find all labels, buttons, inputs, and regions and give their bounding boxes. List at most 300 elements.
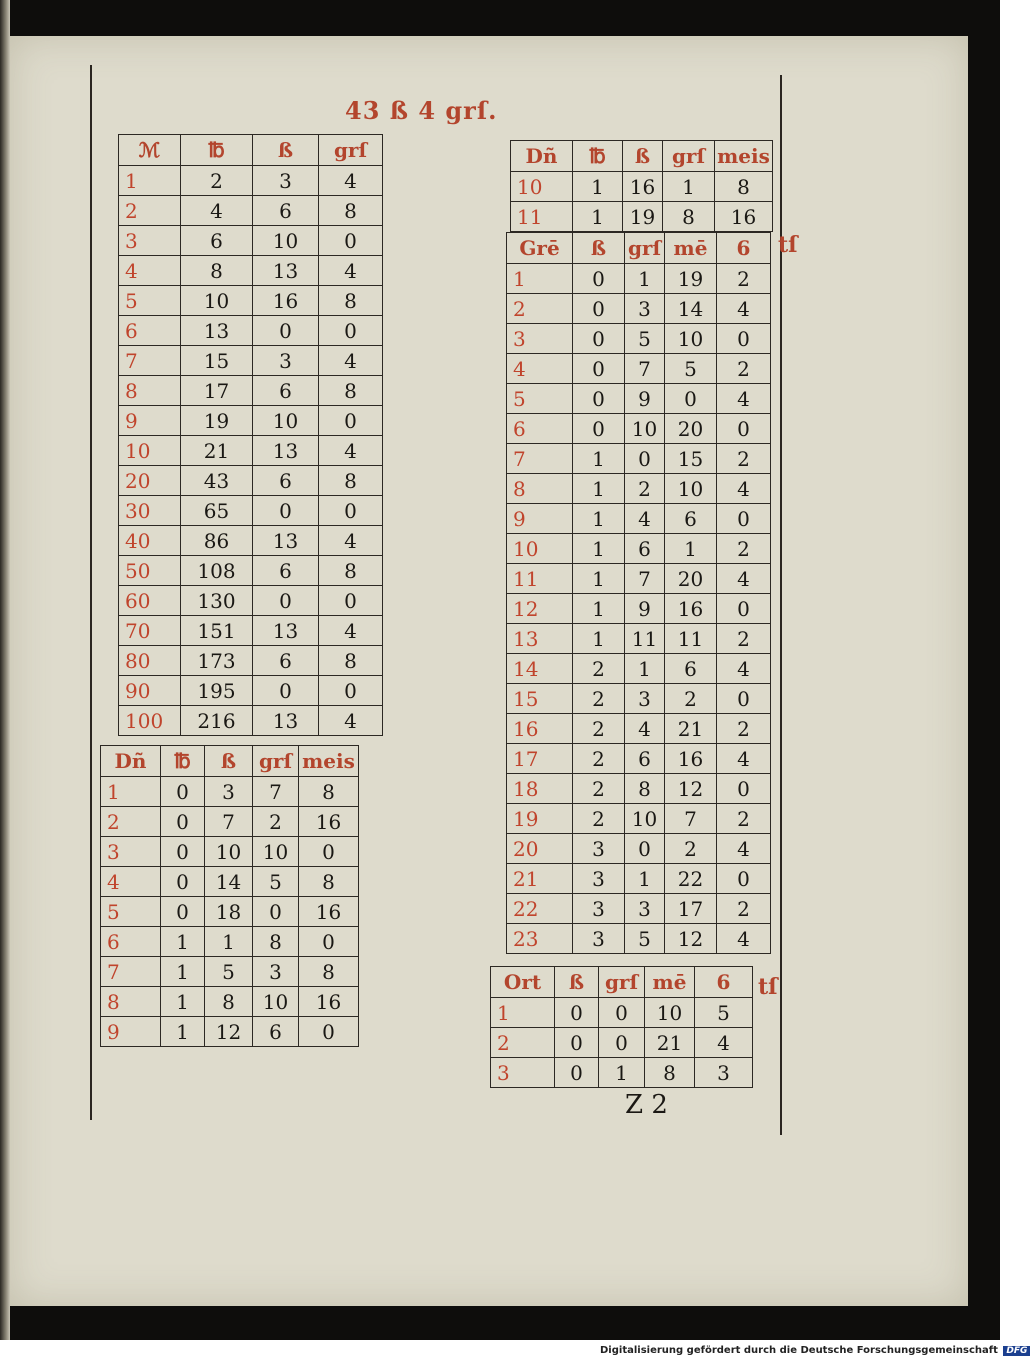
value-cell: 0 [573, 354, 625, 384]
value-cell: 3 [625, 294, 665, 324]
row-label-cell: 3 [119, 226, 181, 256]
value-cell: 1 [573, 504, 625, 534]
value-cell: 12 [665, 774, 717, 804]
row-label-cell: 5 [119, 286, 181, 316]
value-cell: 4 [717, 744, 771, 774]
value-cell: 195 [181, 676, 253, 706]
value-cell: 1 [573, 534, 625, 564]
value-cell: 1 [573, 172, 623, 202]
table-row [507, 924, 771, 954]
table-row [507, 894, 771, 924]
value-cell: 0 [253, 316, 319, 346]
row-label-cell: 2 [101, 807, 161, 837]
value-cell: 0 [161, 897, 205, 927]
value-cell: 4 [717, 924, 771, 954]
table-row [119, 346, 383, 376]
value-cell: 6 [253, 196, 319, 226]
table-row [119, 436, 383, 466]
row-label-cell: 9 [101, 1017, 161, 1047]
value-cell: 173 [181, 646, 253, 676]
value-cell: 4 [181, 196, 253, 226]
row-label-cell: 19 [507, 804, 573, 834]
value-cell: 1 [573, 444, 625, 474]
row-label-cell: 60 [119, 586, 181, 616]
value-cell: 12 [665, 924, 717, 954]
table-row [511, 202, 773, 232]
row-label-cell: 4 [101, 867, 161, 897]
value-cell: 8 [319, 646, 383, 676]
value-cell: 5 [205, 957, 253, 987]
header-cell: grſ [625, 233, 665, 264]
table-row [511, 172, 773, 202]
table-row [101, 987, 359, 1017]
value-cell: 15 [665, 444, 717, 474]
value-cell: 1 [161, 957, 205, 987]
value-cell: 0 [717, 684, 771, 714]
table-row [101, 1017, 359, 1047]
table-header-row [491, 967, 753, 998]
value-cell: 0 [625, 834, 665, 864]
row-label-cell: 2 [119, 196, 181, 226]
row-label-cell: 7 [507, 444, 573, 474]
header-cell: ß [555, 967, 599, 998]
value-cell: 3 [573, 894, 625, 924]
header-cell: ℔ [181, 135, 253, 166]
table-row [119, 676, 383, 706]
value-cell: 0 [319, 496, 383, 526]
footer-credit [600, 1345, 1028, 1363]
value-cell: 13 [253, 526, 319, 556]
table-row [101, 867, 359, 897]
value-cell: 4 [695, 1028, 753, 1058]
value-cell: 7 [625, 564, 665, 594]
value-cell: 7 [665, 804, 717, 834]
header-cell: Grē [507, 233, 573, 264]
value-cell: 2 [573, 714, 625, 744]
value-cell: 0 [319, 316, 383, 346]
value-cell: 151 [181, 616, 253, 646]
value-cell: 2 [573, 654, 625, 684]
value-cell: 11 [625, 624, 665, 654]
value-cell: 6 [253, 1017, 299, 1047]
value-cell: 6 [625, 744, 665, 774]
table-row [491, 1058, 753, 1088]
header-cell: ℔ [573, 141, 623, 172]
value-cell: 4 [717, 654, 771, 684]
table-header-row [101, 746, 359, 777]
value-cell: 0 [319, 586, 383, 616]
value-cell: 0 [299, 1017, 359, 1047]
table-row [507, 384, 771, 414]
row-label-cell: 11 [507, 564, 573, 594]
value-cell: 3 [573, 834, 625, 864]
value-cell: 4 [319, 166, 383, 196]
row-label-cell: 8 [507, 474, 573, 504]
value-cell: 2 [717, 354, 771, 384]
value-cell: 3 [573, 924, 625, 954]
value-cell: 7 [205, 807, 253, 837]
row-label-cell: 1 [101, 777, 161, 807]
header-cell: ß [623, 141, 663, 172]
value-cell: 4 [717, 834, 771, 864]
value-cell: 10 [625, 414, 665, 444]
value-cell: 2 [717, 624, 771, 654]
table-row [119, 316, 383, 346]
table-row [101, 897, 359, 927]
header-cell: ℔ [161, 746, 205, 777]
value-cell: 65 [181, 496, 253, 526]
row-label-cell: 30 [119, 496, 181, 526]
value-cell: 2 [573, 744, 625, 774]
value-cell: 4 [319, 706, 383, 736]
value-cell: 3 [573, 864, 625, 894]
row-label-cell: 13 [507, 624, 573, 654]
value-cell: 10 [253, 406, 319, 436]
table-header-row [511, 141, 773, 172]
table-row [507, 354, 771, 384]
book-spine [0, 0, 10, 1340]
table-row [101, 807, 359, 837]
value-cell: 2 [573, 804, 625, 834]
value-cell: 16 [715, 202, 773, 232]
row-label-cell: 20 [119, 466, 181, 496]
table-row [507, 414, 771, 444]
table-row [119, 646, 383, 676]
table-row [101, 927, 359, 957]
row-label-cell: 18 [507, 774, 573, 804]
value-cell: 5 [253, 867, 299, 897]
header-cell: mē [665, 233, 717, 264]
value-cell: 4 [319, 526, 383, 556]
table-row [507, 864, 771, 894]
value-cell: 8 [181, 256, 253, 286]
row-label-cell: 3 [491, 1058, 555, 1088]
row-label-cell: 2 [491, 1028, 555, 1058]
value-cell: 0 [625, 444, 665, 474]
row-label-cell: 12 [507, 594, 573, 624]
value-cell: 0 [299, 927, 359, 957]
value-cell: 10 [253, 837, 299, 867]
value-cell: 9 [625, 594, 665, 624]
left-top-table [118, 134, 383, 736]
value-cell: 4 [717, 564, 771, 594]
value-cell: 1 [573, 474, 625, 504]
value-cell: 20 [665, 414, 717, 444]
value-cell: 17 [665, 894, 717, 924]
row-label-cell: 6 [119, 316, 181, 346]
row-label-cell: 11 [511, 202, 573, 232]
value-cell: 16 [299, 987, 359, 1017]
value-cell: 0 [161, 807, 205, 837]
value-cell: 6 [181, 226, 253, 256]
value-cell: 4 [319, 346, 383, 376]
value-cell: 1 [205, 927, 253, 957]
value-cell: 0 [717, 594, 771, 624]
value-cell: 0 [253, 586, 319, 616]
value-cell: 1 [625, 654, 665, 684]
value-cell: 19 [665, 264, 717, 294]
value-cell: 1 [573, 594, 625, 624]
value-cell: 3 [205, 777, 253, 807]
value-cell: 0 [717, 774, 771, 804]
value-cell: 2 [717, 894, 771, 924]
value-cell: 7 [625, 354, 665, 384]
table-row [119, 286, 383, 316]
row-label-cell: 100 [119, 706, 181, 736]
row-label-cell: 22 [507, 894, 573, 924]
header-cell: meis [299, 746, 359, 777]
value-cell: 1 [573, 202, 623, 232]
value-cell: 0 [599, 998, 645, 1028]
row-label-cell: 8 [101, 987, 161, 1017]
header-cell: Dñ [511, 141, 573, 172]
value-cell: 16 [665, 594, 717, 624]
value-cell: 0 [253, 676, 319, 706]
value-cell: 13 [181, 316, 253, 346]
value-cell: 1 [625, 264, 665, 294]
header-cell: meis [715, 141, 773, 172]
signature-mark: Z 2 [625, 1090, 668, 1120]
value-cell: 16 [665, 744, 717, 774]
table-row [119, 586, 383, 616]
value-cell: 0 [717, 504, 771, 534]
table-row [507, 684, 771, 714]
value-cell: 8 [319, 286, 383, 316]
dfg-logo: DFG [1003, 1346, 1030, 1356]
value-cell: 0 [573, 324, 625, 354]
value-cell: 3 [253, 346, 319, 376]
row-label-cell: 80 [119, 646, 181, 676]
value-cell: 4 [717, 384, 771, 414]
table-row [491, 1028, 753, 1058]
value-cell: 3 [253, 957, 299, 987]
row-label-cell: 15 [507, 684, 573, 714]
table-row [119, 616, 383, 646]
value-cell: 1 [161, 987, 205, 1017]
table-row [119, 496, 383, 526]
value-cell: 0 [319, 226, 383, 256]
value-cell: 6 [253, 376, 319, 406]
table-header-row [507, 233, 771, 264]
value-cell: 6 [665, 654, 717, 684]
header-cell: ß [253, 135, 319, 166]
value-cell: 8 [715, 172, 773, 202]
table-row [119, 406, 383, 436]
row-label-cell: 6 [507, 414, 573, 444]
table-row [507, 324, 771, 354]
row-label-cell: 2 [507, 294, 573, 324]
header-cell: mē [645, 967, 695, 998]
table-row [507, 804, 771, 834]
value-cell: 3 [625, 684, 665, 714]
value-cell: 21 [645, 1028, 695, 1058]
value-cell: 22 [665, 864, 717, 894]
row-label-cell: 90 [119, 676, 181, 706]
row-label-cell: 9 [507, 504, 573, 534]
value-cell: 4 [717, 474, 771, 504]
value-cell: 0 [573, 414, 625, 444]
table-row [491, 998, 753, 1028]
value-cell: 12 [205, 1017, 253, 1047]
row-label-cell: 16 [507, 714, 573, 744]
value-cell: 9 [625, 384, 665, 414]
right-mid-trailing-label: tſ [778, 232, 798, 258]
value-cell: 2 [665, 834, 717, 864]
value-cell: 4 [319, 256, 383, 286]
header-cell: grſ [253, 746, 299, 777]
value-cell: 6 [625, 534, 665, 564]
table-row [507, 624, 771, 654]
right-bottom-table [490, 966, 753, 1088]
table-row [101, 777, 359, 807]
value-cell: 0 [319, 406, 383, 436]
value-cell: 8 [299, 867, 359, 897]
value-cell: 8 [319, 466, 383, 496]
table-row [119, 706, 383, 736]
value-cell: 11 [665, 624, 717, 654]
value-cell: 19 [623, 202, 663, 232]
page-heading: 43 ß 4 grſ. [345, 96, 498, 125]
value-cell: 2 [717, 804, 771, 834]
value-cell: 3 [625, 894, 665, 924]
table-row [119, 526, 383, 556]
table-row [507, 654, 771, 684]
value-cell: 2 [717, 444, 771, 474]
table-row [119, 466, 383, 496]
header-cell: grſ [599, 967, 645, 998]
footer-credit-text: Digitalisierung gefördert durch die Deutsche Forschungsgemeinschaft [600, 1345, 998, 1356]
row-label-cell: 6 [101, 927, 161, 957]
row-label-cell: 17 [507, 744, 573, 774]
value-cell: 1 [161, 927, 205, 957]
value-cell: 2 [573, 684, 625, 714]
value-cell: 10 [645, 998, 695, 1028]
header-cell: ℳ [119, 135, 181, 166]
value-cell: 8 [663, 202, 715, 232]
row-label-cell: 10 [511, 172, 573, 202]
value-cell: 8 [625, 774, 665, 804]
value-cell: 0 [555, 1058, 599, 1088]
value-cell: 0 [717, 864, 771, 894]
table-row [119, 256, 383, 286]
value-cell: 6 [253, 556, 319, 586]
value-cell: 10 [625, 804, 665, 834]
value-cell: 10 [205, 837, 253, 867]
value-cell: 130 [181, 586, 253, 616]
value-cell: 2 [717, 534, 771, 564]
value-cell: 0 [299, 837, 359, 867]
row-label-cell: 5 [101, 897, 161, 927]
value-cell: 0 [161, 867, 205, 897]
table-row [119, 226, 383, 256]
row-label-cell: 5 [507, 384, 573, 414]
row-label-cell: 7 [119, 346, 181, 376]
value-cell: 10 [665, 324, 717, 354]
row-label-cell: 4 [119, 256, 181, 286]
value-cell: 8 [205, 987, 253, 1017]
header-cell: ß [573, 233, 625, 264]
right-bottom-trailing-label: tſ [758, 974, 778, 1000]
row-label-cell: 21 [507, 864, 573, 894]
table-row [507, 564, 771, 594]
table-row [507, 714, 771, 744]
value-cell: 1 [161, 1017, 205, 1047]
value-cell: 13 [253, 436, 319, 466]
value-cell: 17 [181, 376, 253, 406]
row-label-cell: 1 [119, 166, 181, 196]
value-cell: 2 [625, 474, 665, 504]
value-cell: 16 [299, 807, 359, 837]
table-header-row [119, 135, 383, 166]
row-label-cell: 9 [119, 406, 181, 436]
value-cell: 8 [299, 957, 359, 987]
value-cell: 4 [717, 294, 771, 324]
value-cell: 20 [665, 564, 717, 594]
right-mid-table [506, 232, 771, 954]
header-cell: 6 [695, 967, 753, 998]
value-cell: 8 [319, 376, 383, 406]
value-cell: 1 [663, 172, 715, 202]
row-label-cell: 20 [507, 834, 573, 864]
value-cell: 18 [205, 897, 253, 927]
table-row [507, 774, 771, 804]
row-label-cell: 7 [101, 957, 161, 987]
value-cell: 0 [665, 384, 717, 414]
header-cell: grſ [319, 135, 383, 166]
value-cell: 2 [181, 166, 253, 196]
value-cell: 10 [665, 474, 717, 504]
value-cell: 19 [181, 406, 253, 436]
table-row [507, 504, 771, 534]
left-bottom-table [100, 745, 359, 1047]
value-cell: 0 [717, 324, 771, 354]
table-row [119, 196, 383, 226]
value-cell: 21 [665, 714, 717, 744]
row-label-cell: 70 [119, 616, 181, 646]
value-cell: 5 [625, 324, 665, 354]
row-label-cell: 4 [507, 354, 573, 384]
value-cell: 4 [319, 616, 383, 646]
value-cell: 5 [625, 924, 665, 954]
value-cell: 4 [625, 504, 665, 534]
table-row [507, 594, 771, 624]
value-cell: 4 [625, 714, 665, 744]
value-cell: 5 [695, 998, 753, 1028]
value-cell: 1 [573, 564, 625, 594]
value-cell: 2 [665, 684, 717, 714]
value-cell: 4 [319, 436, 383, 466]
header-cell: Ort [491, 967, 555, 998]
value-cell: 0 [161, 837, 205, 867]
value-cell: 0 [573, 384, 625, 414]
right-top-table [510, 140, 773, 232]
value-cell: 8 [319, 196, 383, 226]
row-label-cell: 3 [507, 324, 573, 354]
table-row [507, 834, 771, 864]
table-row [101, 957, 359, 987]
table-row [507, 444, 771, 474]
table-row [507, 474, 771, 504]
value-cell: 0 [555, 998, 599, 1028]
table-row [507, 294, 771, 324]
row-label-cell: 1 [507, 264, 573, 294]
value-cell: 43 [181, 466, 253, 496]
row-label-cell: 10 [119, 436, 181, 466]
header-cell: 6 [717, 233, 771, 264]
value-cell: 0 [555, 1028, 599, 1058]
table-row [507, 534, 771, 564]
row-label-cell: 3 [101, 837, 161, 867]
